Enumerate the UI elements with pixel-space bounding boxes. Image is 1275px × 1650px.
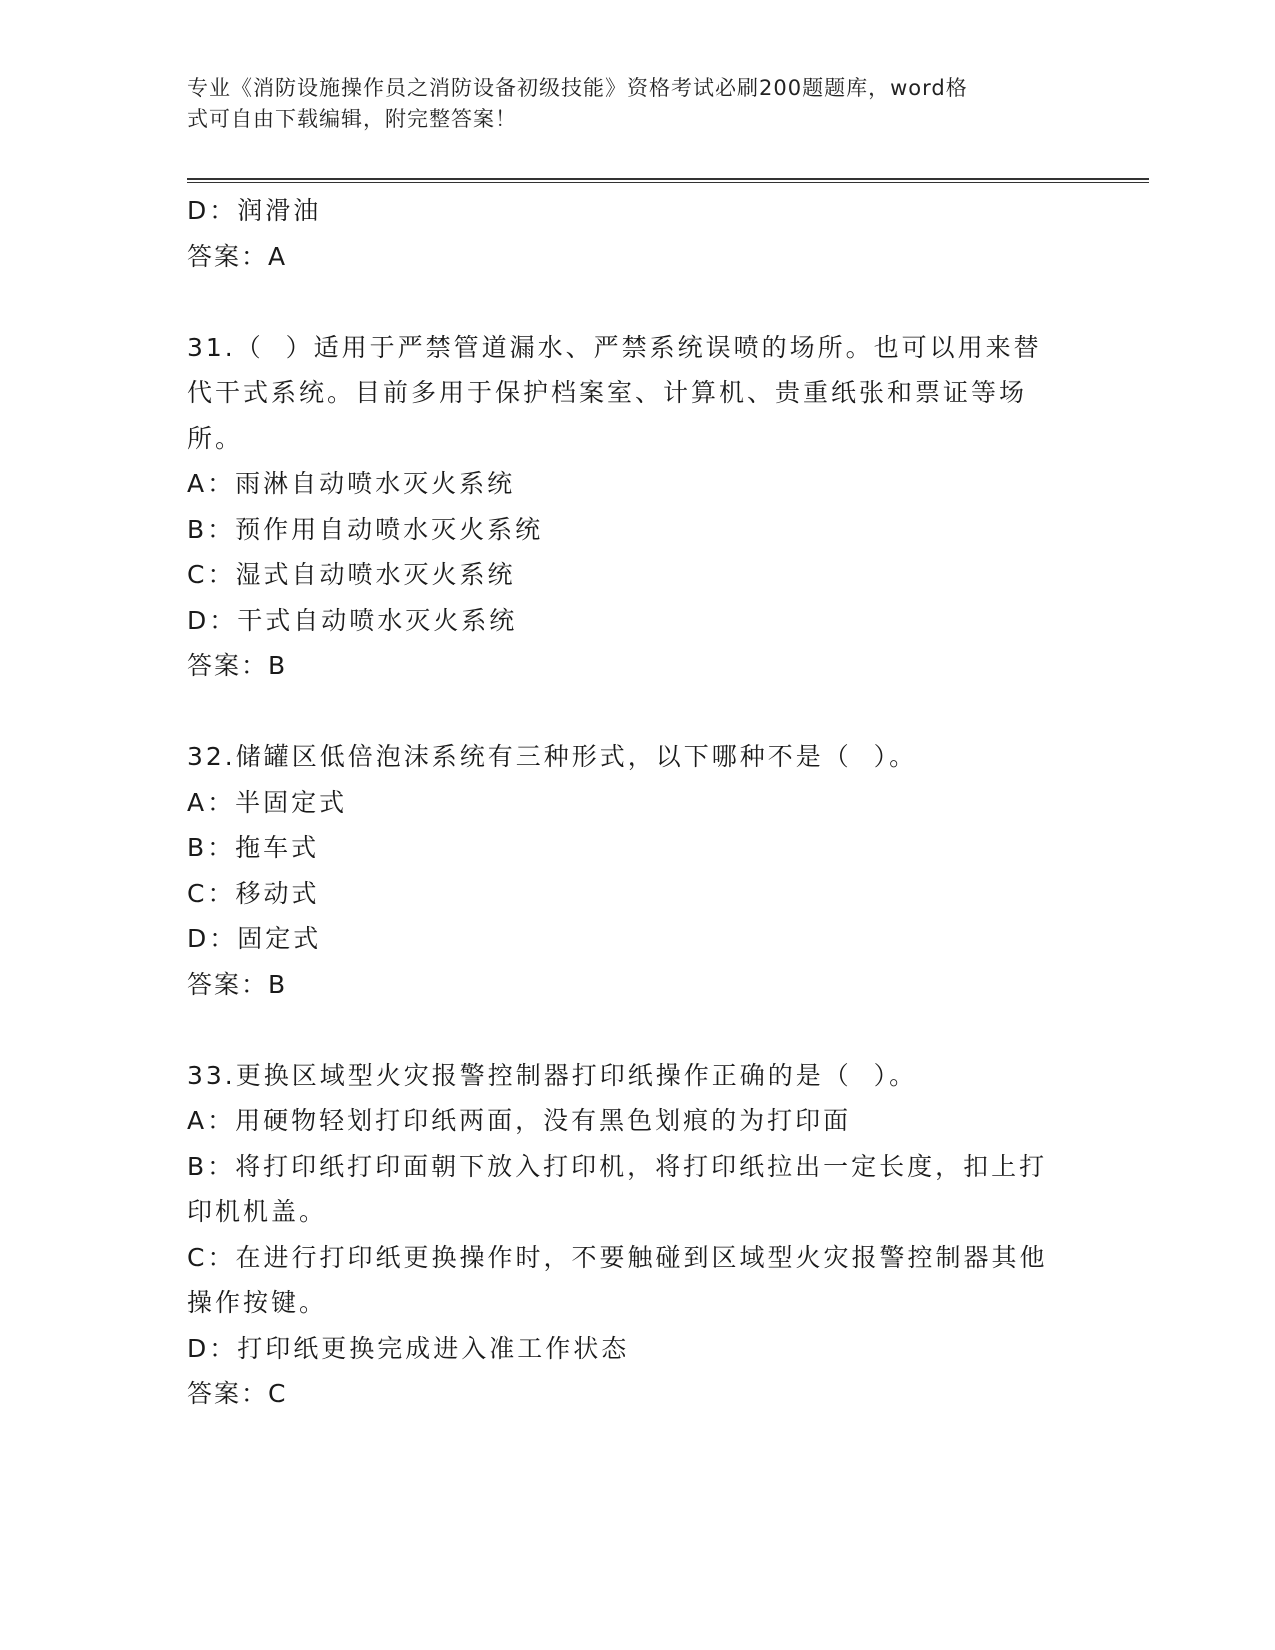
question-stem: 代干式系统。目前多用于保护档案室、计算机、贵重纸张和票证等场	[187, 378, 1028, 407]
question-stem: 32.储罐区低倍泡沫系统有三种形式，以下哪种不是（ ）。	[187, 742, 918, 771]
question-stem: 33.更换区域型火灾报警控制器打印纸操作正确的是（ ）。	[187, 1060, 918, 1090]
question-stem: 31.（ ）适用于严禁管道漏水、严禁系统误喷的场所。也可以用来替	[187, 332, 1042, 362]
header-line: 式可自由下载编辑，附完整答案！	[187, 107, 517, 131]
header-divider	[187, 178, 1149, 183]
option-d: D：干式自动喷水灭火系统	[187, 605, 518, 635]
option-c: C：移动式	[187, 878, 320, 908]
question-stem: 所。	[187, 423, 244, 453]
option-d: D：润滑油	[187, 196, 322, 225]
option-b: B：将打印纸打印面朝下放入打印机，将打印纸拉出一定长度，扣上打	[187, 1151, 1048, 1181]
answer: 答案：B	[187, 651, 288, 680]
option-c: C：湿式自动喷水灭火系统	[187, 560, 516, 589]
question-31	[187, 325, 1087, 689]
option-d: D：打印纸更换完成进入准工作状态	[187, 1333, 630, 1363]
document-header	[187, 73, 1067, 135]
spacer	[187, 279, 1087, 325]
question-33	[187, 1053, 1087, 1417]
option-c-continued: 操作按键。	[187, 1288, 328, 1317]
option-a: A：雨淋自动喷水灭火系统	[187, 469, 516, 498]
header-line: 专业《消防设施操作员之消防设备初级技能》资格考试必刷200题题库，word格	[187, 76, 968, 100]
option-b: B：拖车式	[187, 833, 320, 862]
option-c: C：在进行打印纸更换操作时，不要触碰到区域型火灾报警控制器其他	[187, 1242, 1048, 1272]
option-b-continued: 印机机盖。	[187, 1197, 328, 1226]
answer: 答案：C	[187, 1379, 288, 1408]
spacer	[187, 1007, 1087, 1053]
option-b: B：预作用自动喷水灭火系统	[187, 514, 544, 544]
option-a: A：用硬物轻划打印纸两面，没有黑色划痕的为打印面	[187, 1106, 852, 1135]
document-body	[187, 188, 1087, 1417]
spacer	[187, 689, 1087, 735]
option-a: A：半固定式	[187, 787, 348, 817]
question-32	[187, 734, 1087, 1007]
option-d: D：固定式	[187, 924, 322, 953]
answer: 答案：A	[187, 241, 288, 271]
answer: 答案：B	[187, 969, 288, 999]
